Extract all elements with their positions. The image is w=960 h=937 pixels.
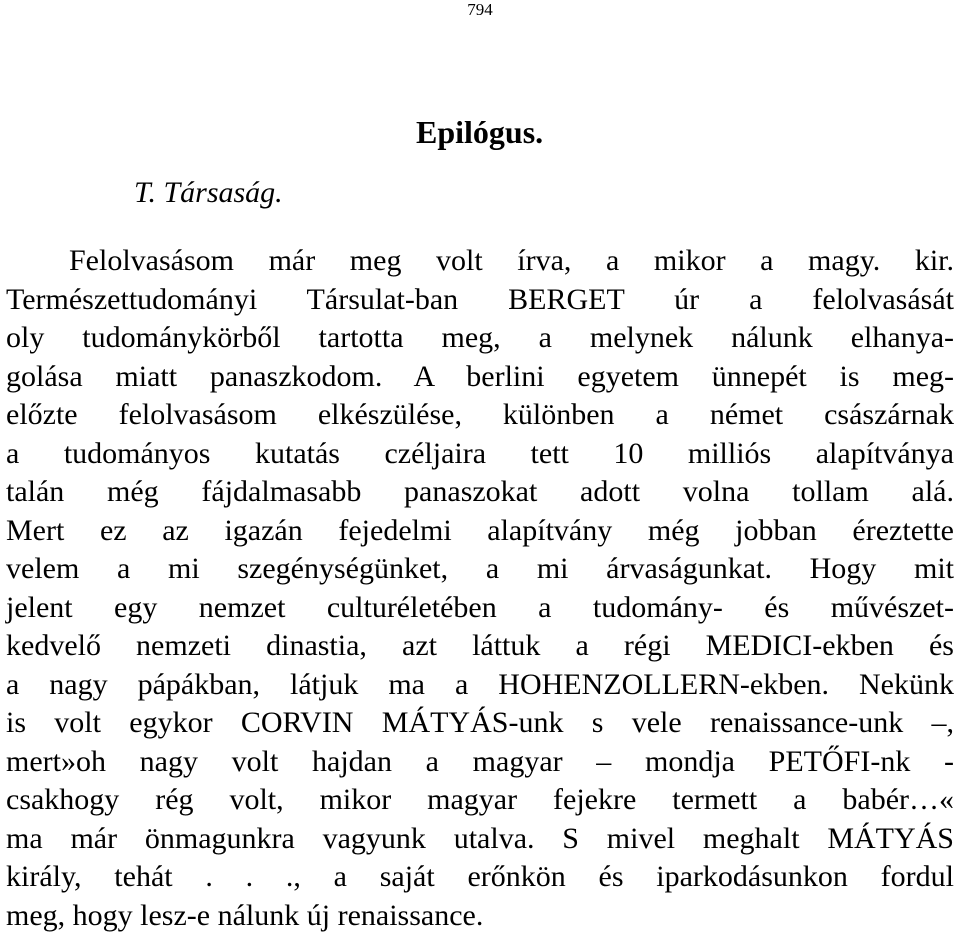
text-line: jelent egy nemzet culturéletében a tudomány- és művészet- [6,590,954,624]
text-line: király, tehát . . ., a saját erőnkön és iparkodásunkon fordul [6,860,954,893]
text-line: csakhogy rég volt, mikor magyar fejekre termett a babér…« [6,783,954,816]
section-heading: Epilógus. [416,114,544,150]
text-line: velem a mi szegénységünket, a mi árvaságunkat. Hogy mit [6,552,954,585]
text-line: Felolvasásom már meg volt írva, a mikor a magy. kir. [69,244,954,277]
text-line: a nagy pápákban, látjuk ma a HOHENZOLLERN-ekben. Nekünk [6,667,954,701]
addressee-salutation: T. Társaság. [134,176,283,209]
text-line: Természettudományi Társulat-ban BERGET úr a felolvasását [6,282,954,316]
text-line: kedvelő nemzeti dinastia, azt láttuk a régi MEDICI-ekben és [6,629,954,662]
text-line: ma már önmagunkra vagyunk utalva. S mivel meghalt MÁTYÁS [6,821,954,855]
text-line: golása miatt panaszkodom. A berlini egyetem ünnepét is meg- [6,359,954,393]
text-line: Mert ez az igazán fejedelmi alapítvány még jobban éreztette [6,513,954,547]
text-line: talán még fájdalmasabb panaszokat adott volna tollam alá. [6,475,954,508]
text-line: előzte felolvasásom elkészülése, különben a német császárnak [6,398,954,431]
body-paragraph [6,242,954,935]
text-line: a tudományos kutatás czéljaira tett 10 milliós alapítványa [6,436,954,470]
text-line: mert»oh nagy volt hajdan a magyar – mondja PETŐFI-nk - [6,744,954,778]
text-line: is volt egykor CORVIN MÁTYÁS-unk s vele renaissance-unk –, [6,706,954,739]
page-number: 794 [467,0,493,19]
text-line: meg, hogy lesz-e nálunk új renaissance. [6,898,484,932]
text-line: oly tudománykörből tartotta meg, a melynek nálunk elhanya- [6,321,954,354]
